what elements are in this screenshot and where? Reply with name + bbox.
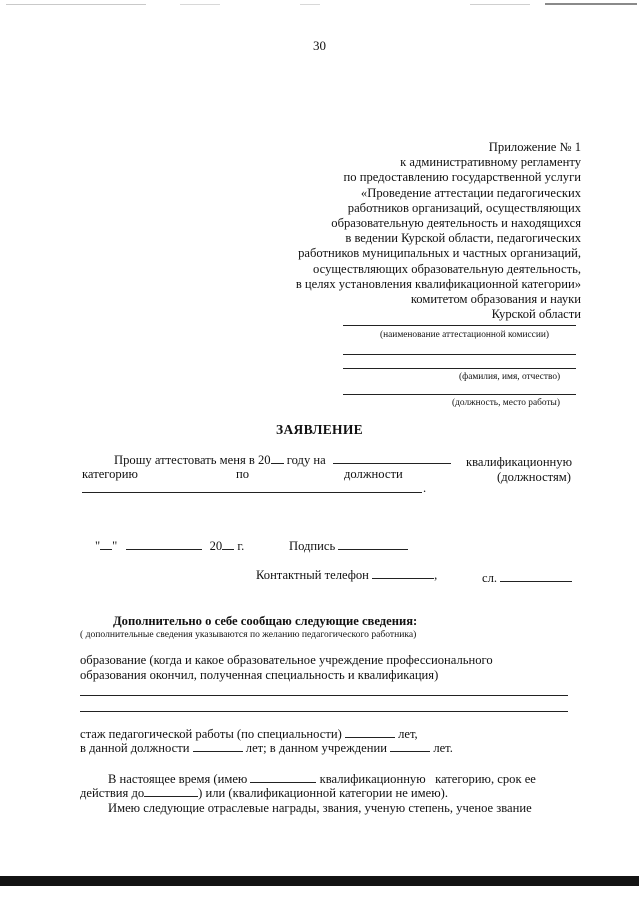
- appendix-line: Приложение № 1: [488, 140, 581, 154]
- year-prefix: 20: [209, 539, 223, 553]
- request-word-positions: (должностям): [497, 470, 571, 484]
- position-tenure-field[interactable]: [193, 740, 243, 752]
- name-caption: (фамилия, имя, отчество): [459, 372, 561, 382]
- applicant-name-line-2[interactable]: [343, 368, 576, 369]
- commission-field-line[interactable]: [343, 325, 576, 326]
- commission-caption: (наименование аттестационной комиссии): [380, 330, 549, 340]
- awards-line: Имею следующие отраслевые награды, звания, ученую степень, ученое звание: [108, 801, 532, 815]
- current-category-field[interactable]: [250, 771, 316, 783]
- scan-artifact-bottom: [0, 876, 639, 886]
- appendix-header: [296, 140, 581, 322]
- appendix-line: по предоставлению государственной услуги: [343, 170, 581, 185]
- request-text: Прошу аттестовать меня в 20: [114, 453, 271, 467]
- contact-comma: ,: [434, 568, 438, 582]
- position-caption: (должность, место работы): [452, 398, 560, 408]
- request-text: году на: [286, 453, 326, 467]
- signature-field[interactable]: [338, 538, 408, 550]
- appendix-line: «Проведение аттестации педагогических: [360, 185, 581, 200]
- cell-label: сл.: [482, 571, 498, 585]
- appendix-line: комитетом образования и науки: [410, 292, 581, 307]
- additional-note: ( дополнительные сведения указываются по желанию педагогического работника): [80, 629, 417, 640]
- request-word-po: по: [236, 467, 250, 481]
- current-prefix: В настоящее время (имею: [108, 772, 248, 786]
- request-dot: .: [423, 481, 427, 495]
- validity-prefix: действия до: [80, 786, 145, 800]
- validity-date-field[interactable]: [144, 785, 198, 797]
- validity-line: [80, 785, 448, 801]
- phone-field[interactable]: [372, 567, 434, 579]
- position-name-field[interactable]: [82, 492, 422, 493]
- position-tenure-line: [80, 740, 453, 756]
- appendix-line: образовательную деятельность и находящихся: [331, 216, 581, 231]
- appendix-line: работников муниципальных и частных организаций,: [298, 246, 581, 261]
- additional-heading: Дополнительно о себе сообщаю следующие сведения:: [113, 614, 418, 628]
- position-tenure-prefix: в данной должности: [80, 741, 190, 755]
- institution-tenure-field[interactable]: [390, 740, 430, 752]
- year-field[interactable]: [271, 452, 284, 464]
- experience-suffix: лет,: [398, 727, 418, 741]
- request-word-position: должности: [344, 467, 403, 481]
- appendix-line: в целях установления квалификационной категории»: [295, 276, 581, 291]
- position-field-line[interactable]: [343, 394, 576, 395]
- request-line-1: [114, 452, 451, 468]
- appendix-line: Курской области: [491, 307, 581, 322]
- education-field-2[interactable]: [80, 711, 568, 712]
- education-line-2: образования окончил, полученная специальность и квалификация): [80, 668, 439, 682]
- page-number: 30: [313, 38, 326, 53]
- appendix-line: осуществляющих образовательную деятельность,: [313, 261, 581, 276]
- cell-block: [482, 570, 572, 586]
- signature-label: Подпись: [289, 539, 336, 553]
- cell-field[interactable]: [500, 570, 572, 582]
- date-signature-line: [95, 538, 244, 554]
- education-field-1[interactable]: [80, 695, 568, 696]
- position-tenure-mid: лет; в данном учреждении: [245, 741, 387, 755]
- signature-block: [289, 538, 408, 554]
- appendix-line: работников организаций, осуществляющих: [347, 200, 581, 215]
- quote-open: ": [95, 539, 101, 553]
- sign-year-field[interactable]: [222, 538, 234, 550]
- validity-suffix: ) или (квалификационной категории не имею).: [198, 786, 448, 800]
- appendix-line: в ведении Курской области, педагогических: [345, 231, 581, 246]
- scan-artifact-top: [0, 0, 639, 9]
- experience-field[interactable]: [345, 726, 395, 738]
- request-qualification-word: квалификационную: [466, 455, 573, 469]
- education-line-1: образование (когда и какое образовательное учреждение профессионального: [80, 653, 493, 667]
- request-word-category: категорию: [82, 467, 138, 481]
- experience-prefix: стаж педагогической работы (по специальности): [80, 727, 342, 741]
- document-title: ЗАЯВЛЕНИЕ: [276, 422, 363, 437]
- quote-close: ": [112, 539, 118, 553]
- phone-label: Контактный телефон: [256, 568, 369, 582]
- contact-line: [256, 567, 437, 583]
- year-suffix: г.: [237, 539, 245, 553]
- category-field[interactable]: [333, 452, 451, 464]
- day-field[interactable]: [100, 538, 112, 550]
- appendix-line: к административному регламенту: [400, 155, 581, 170]
- month-field[interactable]: [126, 538, 202, 550]
- current-mid: квалификационную категорию, срок ее: [319, 772, 536, 786]
- position-tenure-suffix: лет.: [433, 741, 453, 755]
- applicant-name-line-1[interactable]: [343, 354, 576, 355]
